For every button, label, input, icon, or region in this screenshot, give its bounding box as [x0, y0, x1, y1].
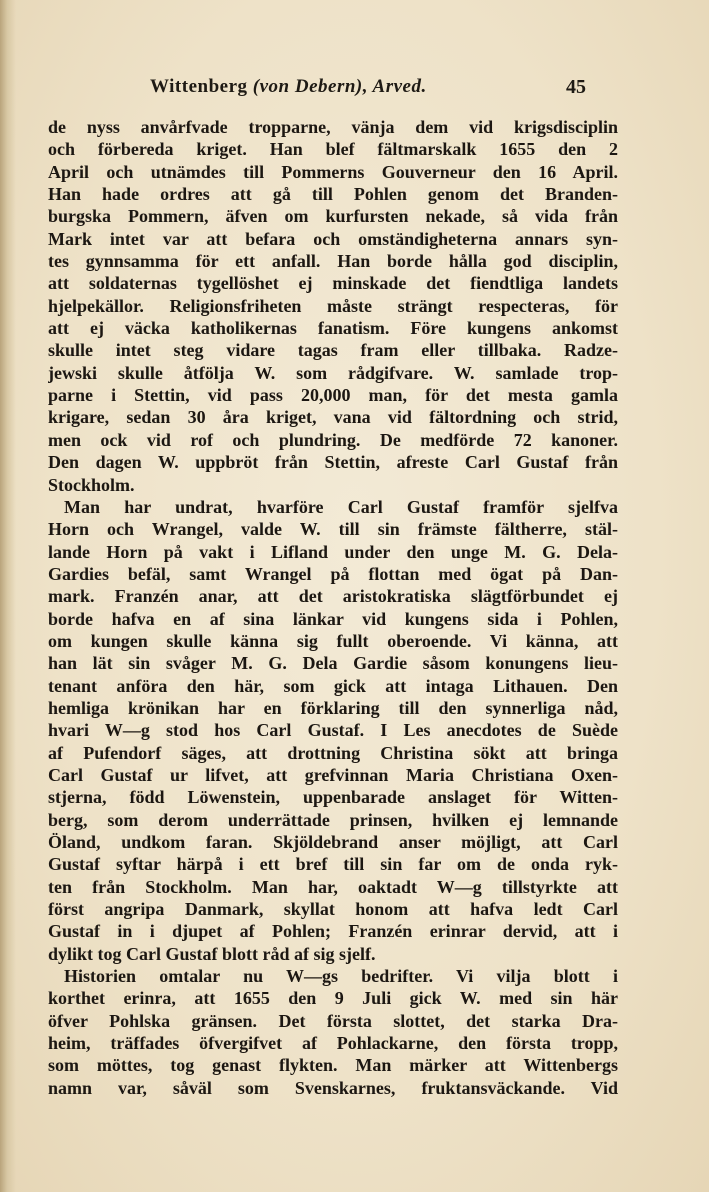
running-head-name: Wittenberg	[150, 76, 248, 97]
text-line: borde hafva en af sina länkar vid kungens sida i Pohlen,	[48, 608, 618, 629]
text-line: berg, som derom underrättade prinsen, hvilken ej lemnande	[48, 809, 618, 830]
text-line: de nyss anvårfvade tropparne, vänja dem vid krigsdisciplin	[48, 117, 618, 137]
text-line: tenant anföra den här, som gick att intaga Lithauen. Den	[48, 675, 618, 696]
text-line: hvari W—g stod hos Carl Gustaf. I Les anecdotes de Suède	[48, 720, 618, 741]
text-line: Man har undrat, hvarföre Carl Gustaf framför sjelfva	[64, 496, 618, 517]
text-line: han lät sin svåger M. G. Dela Gardie såsom konungens lieu-	[48, 653, 618, 674]
running-head-subtitle: (von Debern), Arved.	[252, 76, 427, 97]
text-line: Gardies befäl, samt Wrangel på flottan med ögat på Dan-	[48, 563, 618, 584]
running-head	[150, 76, 427, 98]
text-line: mark. Franzén anar, att det aristokratiska slägtförbundet ej	[48, 586, 618, 607]
text-line: skulle intet steg vidare tagas fram eller tillbaka. Radze-	[48, 340, 618, 361]
text-line: hemliga krönikan har en förklaring till den synnerliga nåd,	[48, 697, 618, 718]
text-line: burgska Pommern, äfven om kurfursten nekade, så vida från	[48, 206, 618, 227]
text-line: öfver Pohlska gränsen. Det första slottet, det starka Dra-	[48, 1010, 618, 1031]
text-line: parne i Stettin, vid pass 20,000 man, för det mesta gamla	[48, 385, 618, 406]
text-line: ten från Stockholm. Man har, oaktadt W—g tillstyrkte att	[48, 876, 618, 897]
text-line: tes gynnsamma för ett anfall. Han borde hålla god disciplin,	[48, 251, 618, 272]
page-spine-shadow	[0, 0, 16, 1192]
text-line: att soldaternas tygellöshet ej minskade det fiendtliga landets	[48, 273, 618, 294]
text-line: krigare, sedan 30 åra kriget, vana vid fältordning och strid,	[48, 407, 618, 428]
body-text	[48, 116, 618, 1099]
text-line: som möttes, tog genast flykten. Man märker att Wittenbergs	[48, 1055, 618, 1076]
text-line: Gustaf in i djupet af Pohlen; Franzén erinrar dervid, att i	[48, 921, 618, 942]
text-line: stjerna, född Löwenstein, uppenbarade anslaget för Witten-	[48, 787, 618, 808]
text-line: Horn och Wrangel, valde W. till sin främste fältherre, stäl-	[48, 519, 618, 540]
text-line: Gustaf syftar härpå i ett bref till sin far om de onda ryk-	[48, 854, 618, 875]
text-line: dylikt tog Carl Gustaf blott råd af sig sjelf.	[48, 943, 376, 964]
page-header	[150, 74, 590, 106]
text-line: Han hade ordres att gå till Pohlen genom det Branden-	[48, 184, 618, 205]
text-line: Stockholm.	[48, 474, 135, 495]
text-line: Öland, undkom faran. Skjöldebrand anser möjligt, att Carl	[48, 832, 618, 852]
text-line: om kungen skulle känna sig fullt oberoende. Vi känna, att	[48, 630, 618, 651]
text-line: lande Horn på vakt i Lifland under den unge M. G. Dela-	[48, 541, 618, 562]
page-number: 45	[566, 76, 586, 98]
text-line: Mark intet var att befara och omständigheterna annars syn-	[48, 228, 618, 249]
text-line: men ock vid rof och plundring. De medförde 72 kanoner.	[48, 429, 618, 450]
text-line: heim, träffades öfvergifvet af Pohlackarne, den första tropp,	[48, 1033, 618, 1054]
text-line: Carl Gustaf ur lifvet, att grefvinnan Maria Christiana Oxen-	[48, 764, 618, 785]
text-line: hjelpekällor. Religionsfriheten måste strängt respecteras, för	[48, 295, 618, 316]
text-line: April och utnämdes till Pommerns Gouverneur den 16 April.	[48, 161, 618, 182]
text-line: att ej väcka katholikernas fanatism. Före kungens ankomst	[48, 318, 618, 339]
text-line: först angripa Danmark, skyllat honom att hafva ledt Carl	[48, 899, 618, 920]
text-line: jewski skulle åtfölja W. som rådgifvare. W. samlade trop-	[48, 362, 618, 383]
text-line: och förbereda kriget. Han blef fältmarskalk 1655 den 2	[48, 139, 618, 160]
text-line: af Pufendorf säges, att drottning Christina sökt att bringa	[48, 742, 618, 763]
text-line: korthet erinra, att 1655 den 9 Juli gick W. med sin här	[48, 988, 618, 1009]
text-line: Historien omtalar nu W—gs bedrifter. Vi vilja blott i	[64, 966, 618, 987]
text-line: Den dagen W. uppbröt från Stettin, afreste Carl Gustaf från	[48, 452, 618, 473]
text-line: namn var, såväl som Svenskarnes, fruktansväckande. Vid	[48, 1077, 618, 1098]
